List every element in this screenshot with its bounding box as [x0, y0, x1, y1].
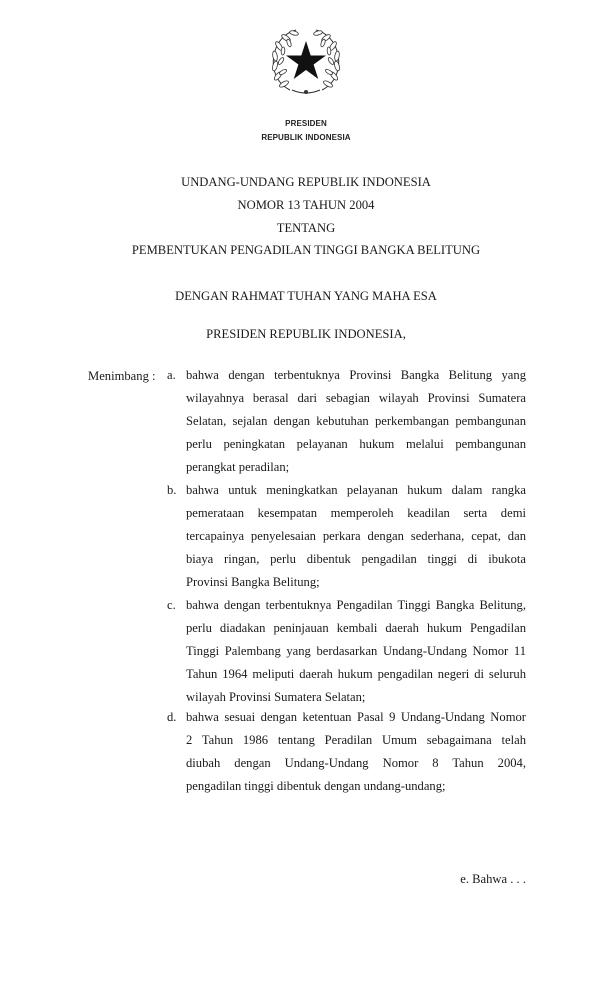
text-line: wilayah Provinsi Sumatera Selatan;: [186, 690, 366, 704]
text-line: bahwa dengan terbentuknya Provinsi Bangka Belitung yang: [186, 368, 526, 382]
text-line: Tinggi Palembang yang berdasarkan Undang-Undang Nomor 11: [186, 644, 526, 658]
text-line: pengadilan tinggi dibentuk dengan undang-undang;: [186, 779, 446, 793]
text-line: perangkat peradilan;: [186, 460, 290, 474]
item-text: [186, 594, 526, 709]
item-letter: a.: [167, 368, 176, 382]
issuer: PRESIDEN REPUBLIK INDONESIA,: [206, 327, 406, 341]
text-line: perlu diadakan peninjauan kembali daerah hukum Pengadilan: [186, 621, 526, 635]
text-line: bahwa untuk meningkatkan pelayanan hukum dalam rangka: [186, 483, 526, 497]
letterhead-title: PRESIDEN: [285, 119, 327, 128]
law-title: UNDANG-UNDANG REPUBLIK INDONESIA: [181, 175, 431, 189]
text-line: biaya ringan, perlu dibentuk pengadilan tinggi di ibukota: [186, 552, 526, 566]
invocation: DENGAN RAHMAT TUHAN YANG MAHA ESA: [175, 289, 437, 303]
text-line: 2 Tahun 1986 tentang Peradilan Umum sebagaimana telah: [186, 733, 526, 747]
menimbang-label: Menimbang :: [88, 369, 156, 383]
consideration-item-b: [160, 479, 526, 594]
consideration-item-d: [160, 706, 526, 798]
item-text: [186, 479, 526, 594]
consideration-item-a: [160, 364, 526, 479]
letterhead-subtitle: REPUBLIK INDONESIA: [261, 133, 351, 142]
text-line: perlu peningkatan pelayanan hukum melalui pembangunan: [186, 437, 526, 451]
item-letter: d.: [167, 710, 177, 724]
text-line: Selatan, sejalan dengan kebutuhan perkembangan pembangunan: [186, 414, 526, 428]
item-letter: c.: [167, 598, 176, 612]
law-number: NOMOR 13 TAHUN 2004: [237, 198, 375, 212]
item-text: [186, 706, 526, 798]
text-line: Tahun 1964 meliputi daerah hukum pengadilan negeri di seluruh: [186, 667, 526, 681]
text-line: pemerataan kesempatan memperoleh keadilan serta demi: [186, 506, 526, 520]
law-subject: PEMBENTUKAN PENGADILAN TINGGI BANGKA BELITUNG: [131, 243, 481, 257]
text-line: bahwa dengan terbentuknya Pengadilan Tinggi Bangka Belitung,: [186, 598, 526, 612]
item-letter: b.: [167, 483, 177, 497]
text-line: tercapainya penyelesaian perkara dengan sederhana, cepat, dan: [186, 529, 526, 543]
text-line: diubah dengan Undang-Undang Nomor 8 Tahun 2004,: [186, 756, 526, 770]
text-line: bahwa sesuai dengan ketentuan Pasal 9 Undang-Undang Nomor: [186, 710, 526, 724]
consideration-item-c: [160, 594, 526, 709]
presidential-emblem-icon: [266, 26, 346, 98]
item-text: [186, 364, 526, 479]
law-about: TENTANG: [276, 221, 336, 235]
text-line: wilayahnya berasal dari sebagian wilayah Provinsi Sumatera: [186, 391, 526, 405]
text-line: Provinsi Bangka Belitung;: [186, 575, 320, 589]
continuation-marker: e. Bahwa . . .: [460, 872, 526, 886]
